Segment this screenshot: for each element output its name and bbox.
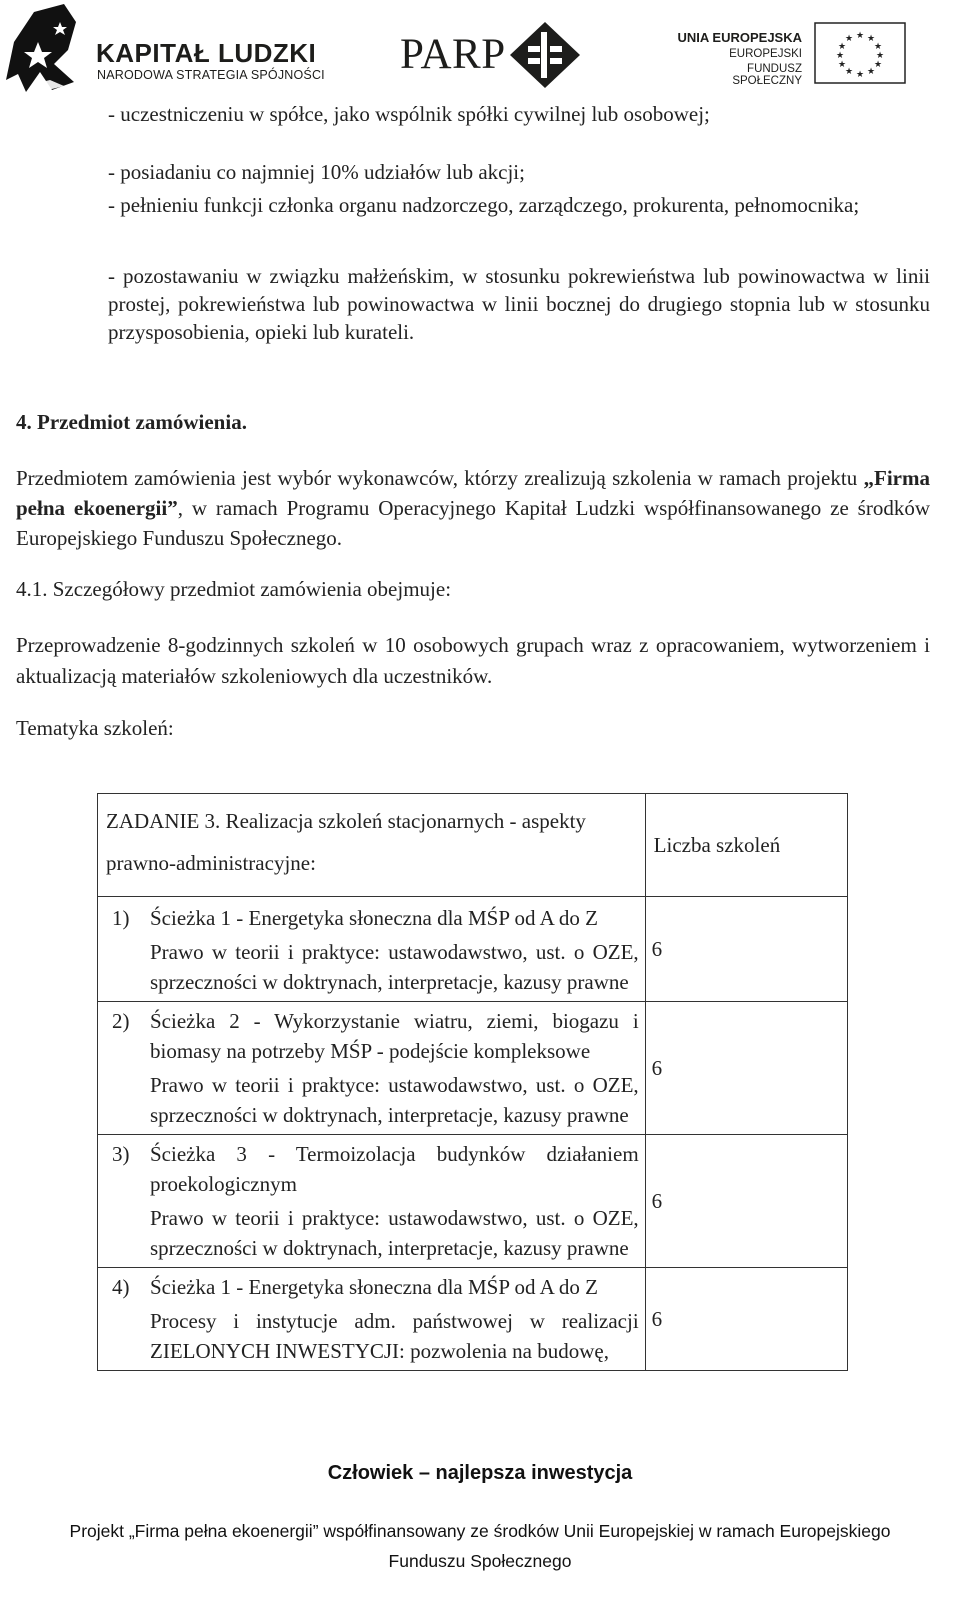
row-4-count: 6 xyxy=(645,1268,847,1371)
table-header-count: Liczba szkoleń xyxy=(645,794,847,897)
svg-text:★: ★ xyxy=(837,60,847,70)
footer-slogan: Człowiek – najlepsza inwestycja xyxy=(327,1462,633,1484)
parp-logo-icon xyxy=(508,20,582,90)
section-paragraph-1 xyxy=(16,463,930,553)
row-1-number: 1) xyxy=(112,906,130,930)
kapital-ludzki-subtitle: NARODOWA STRATEGIA SPÓJNOŚCI xyxy=(97,68,325,82)
sub-heading: 4.1. Szczegółowy przedmiot zamówienia obejmuje: xyxy=(16,577,452,601)
project-name: „Firma pełna ekoenergii” xyxy=(16,466,930,520)
paragraph-1-start: Przedmiotem zamówienia jest wybór wykonawców, którzy zrealizują szkolenia w ramach projektu xyxy=(16,466,864,490)
svg-text:★: ★ xyxy=(866,67,876,77)
table-row xyxy=(98,1268,848,1371)
svg-text:★: ★ xyxy=(866,34,876,44)
svg-text:★: ★ xyxy=(855,31,865,41)
row-1-topic: Prawo w teorii i praktyce: ustawodawstwo, ust. o OZE, sprzeczności w doktrynach, interpretacje, kazusy prawne xyxy=(150,940,639,994)
svg-text:★: ★ xyxy=(844,34,854,44)
table-header-row xyxy=(98,794,848,897)
table-row xyxy=(98,1135,848,1268)
svg-text:★: ★ xyxy=(837,42,847,52)
footer-project-note: Projekt „Firma pełna ekoenergii” współfinansowany ze środków Unii Europejskiej w ramach Europejskiego Funduszu Społecznego xyxy=(69,1521,891,1571)
row-2-topic: Prawo w teorii i praktyce: ustawodawstwo, ust. o OZE, sprzeczności w doktrynach, interpretacje, kazusy prawne xyxy=(150,1073,639,1127)
row-3-number: 3) xyxy=(112,1142,130,1166)
parp-logo-text: PARP xyxy=(400,31,506,78)
row-2-path: Ścieżka 2 - Wykorzystanie wiatru, ziemi, biogazu i biomasy na potrzeby MŚP - podejście kompleksowe xyxy=(150,1009,639,1063)
svg-text:★: ★ xyxy=(873,42,883,52)
section-paragraph-2: Przeprowadzenie 8-godzinnych szkoleń w 10 osobowych grupach wraz z opracowaniem, wytworzeniem i aktualizacją materiałów szkoleniowych dla uczestników. xyxy=(16,633,930,688)
training-table xyxy=(97,793,848,1371)
kapital-ludzki-title: KAPITAŁ LUDZKI xyxy=(96,38,317,68)
row-4-description xyxy=(98,1268,646,1371)
svg-text:★: ★ xyxy=(835,51,845,61)
svg-text:★: ★ xyxy=(844,67,854,77)
list-item-3: - pełnieniu funkcji członka organu nadzorczego, zarządczego, prokurenta, pełnomocnika; xyxy=(108,193,860,217)
eu-flag-icon xyxy=(814,22,906,84)
row-1-description xyxy=(98,897,646,1002)
ue-line-1: UNIA EUROPEJSKA xyxy=(677,30,802,45)
ue-line-2: EUROPEJSKI xyxy=(729,48,802,60)
table-row xyxy=(98,897,848,1002)
svg-text:★: ★ xyxy=(855,70,865,80)
row-3-count: 6 xyxy=(645,1135,847,1268)
table-header-task: ZADANIE 3. Realizacja szkoleń stacjonarnych - aspekty prawno-administracyjne: xyxy=(98,794,646,897)
row-2-description xyxy=(98,1002,646,1135)
svg-text:★: ★ xyxy=(873,60,883,70)
list-item-4: - pozostawaniu w związku małżeńskim, w stosunku pokrewieństwa lub powinowactwa w linii prostej, pokrewieństwa lub powinowactwa w linii bocznej do drugiego stopnia lub w stosunku przysposobienia, opieki lub kurateli. xyxy=(108,264,930,344)
list-item-1: - uczestniczeniu w spółce, jako wspólnik spółki cywilnej lub osobowej; xyxy=(108,102,710,126)
row-4-topic: Procesy i instytucje adm. państwowej w realizacji ZIELONYCH INWESTYCJI: pozwolenia na budowę, xyxy=(150,1309,639,1363)
row-3-path: Ścieżka 3 - Termoizolacja budynków działaniem proekologicznym xyxy=(150,1142,639,1196)
topics-label: Tematyka szkoleń: xyxy=(16,716,174,740)
row-2-number: 2) xyxy=(112,1009,130,1033)
table-row xyxy=(98,1002,848,1135)
row-4-number: 4) xyxy=(112,1275,130,1299)
row-3-description xyxy=(98,1135,646,1268)
page-header xyxy=(0,0,960,100)
ue-line-3: FUNDUSZ SPOŁECZNY xyxy=(732,63,802,87)
section-heading: 4. Przedmiot zamówienia. xyxy=(16,410,247,434)
row-1-path: Ścieżka 1 - Energetyka słoneczna dla MŚP od A do Z xyxy=(150,906,598,930)
row-1-count: 6 xyxy=(645,897,847,1002)
row-2-count: 6 xyxy=(645,1002,847,1135)
svg-text:★: ★ xyxy=(875,51,885,61)
row-4-path: Ścieżka 1 - Energetyka słoneczna dla MŚP od A do Z xyxy=(150,1275,598,1299)
paragraph-1-end: , w ramach Programu Operacyjnego Kapitał Ludzki współfinansowanego ze środków Europejskiego Funduszu Społecznego. xyxy=(16,496,931,550)
row-3-topic: Prawo w teorii i praktyce: ustawodawstwo, ust. o OZE, sprzeczności w doktrynach, interpretacje, kazusy prawne xyxy=(150,1206,639,1260)
list-item-2: - posiadaniu co najmniej 10% udziałów lub akcji; xyxy=(108,160,525,184)
